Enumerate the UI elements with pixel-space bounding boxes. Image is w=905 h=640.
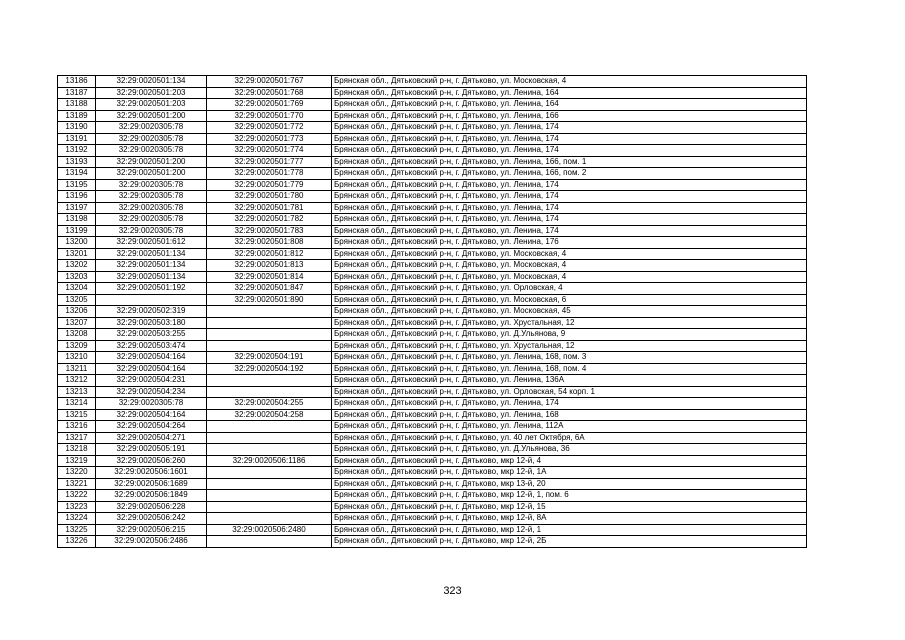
object-cadastral-number-cell bbox=[207, 306, 332, 318]
row-number-cell: 13211 bbox=[58, 363, 96, 375]
row-number-cell: 13212 bbox=[58, 375, 96, 387]
object-cadastral-number-cell bbox=[207, 490, 332, 502]
address-cell: Брянская обл., Дятьковский р-н, г. Дятьково, ул. Московская, 6 bbox=[332, 294, 807, 306]
row-number-cell: 13223 bbox=[58, 501, 96, 513]
table-row bbox=[58, 122, 807, 134]
address-cell: Брянская обл., Дятьковский р-н, г. Дятьково, ул. Ленина, 164 bbox=[332, 99, 807, 111]
row-number-cell: 13201 bbox=[58, 248, 96, 260]
table-body bbox=[58, 76, 807, 548]
object-cadastral-number-cell: 32:29:0020501:767 bbox=[207, 76, 332, 88]
row-number-cell: 13188 bbox=[58, 99, 96, 111]
property-table bbox=[57, 75, 807, 548]
address-cell: Брянская обл., Дятьковский р-н, г. Дятьково, ул. Ленина, 174 bbox=[332, 179, 807, 191]
address-cell: Брянская обл., Дятьковский р-н, г. Дятьково, ул. Ленина, 166, пом. 2 bbox=[332, 168, 807, 180]
table-row bbox=[58, 444, 807, 456]
address-cell: Брянская обл., Дятьковский р-н, г. Дятьково, ул. Ленина, 136А bbox=[332, 375, 807, 387]
object-cadastral-number-cell: 32:29:0020501:777 bbox=[207, 156, 332, 168]
table-row bbox=[58, 156, 807, 168]
table-row bbox=[58, 294, 807, 306]
row-number-cell: 13191 bbox=[58, 133, 96, 145]
object-cadastral-number-cell bbox=[207, 467, 332, 479]
object-cadastral-number-cell: 32:29:0020501:847 bbox=[207, 283, 332, 295]
row-number-cell: 13205 bbox=[58, 294, 96, 306]
table-row bbox=[58, 363, 807, 375]
cadastral-number-cell: 32:29:0020504:164 bbox=[96, 363, 207, 375]
table-row bbox=[58, 352, 807, 364]
address-cell: Брянская обл., Дятьковский р-н, г. Дятьково, ул. Ленина, 174 bbox=[332, 202, 807, 214]
cadastral-number-cell: 32:29:0020501:134 bbox=[96, 248, 207, 260]
cadastral-number-cell: 32:29:0020506:228 bbox=[96, 501, 207, 513]
address-cell: Брянская обл., Дятьковский р-н, г. Дятьково, ул. Ленина, 166, пом. 1 bbox=[332, 156, 807, 168]
cadastral-number-cell: 32:29:0020504:231 bbox=[96, 375, 207, 387]
address-cell: Брянская обл., Дятьковский р-н, г. Дятьково, ул. Ленина, 168 bbox=[332, 409, 807, 421]
table-row bbox=[58, 99, 807, 111]
row-number-cell: 13190 bbox=[58, 122, 96, 134]
table-row bbox=[58, 398, 807, 410]
cadastral-number-cell: 32:29:0020501:200 bbox=[96, 156, 207, 168]
row-number-cell: 13226 bbox=[58, 536, 96, 548]
row-number-cell: 13221 bbox=[58, 478, 96, 490]
row-number-cell: 13220 bbox=[58, 467, 96, 479]
address-cell: Брянская обл., Дятьковский р-н, г. Дятьково, ул. Ленина, 164 bbox=[332, 87, 807, 99]
row-number-cell: 13189 bbox=[58, 110, 96, 122]
row-number-cell: 13206 bbox=[58, 306, 96, 318]
cadastral-number-cell: 32:29:0020503:180 bbox=[96, 317, 207, 329]
object-cadastral-number-cell: 32:29:0020501:783 bbox=[207, 225, 332, 237]
row-number-cell: 13200 bbox=[58, 237, 96, 249]
address-cell: Брянская обл., Дятьковский р-н, г. Дятьково, ул. Ленина, 174 bbox=[332, 133, 807, 145]
cadastral-number-cell: 32:29:0020305:78 bbox=[96, 179, 207, 191]
table-row bbox=[58, 191, 807, 203]
table-row bbox=[58, 317, 807, 329]
cadastral-number-cell: 32:29:0020504:264 bbox=[96, 421, 207, 433]
address-cell: Брянская обл., Дятьковский р-н, г. Дятьково, ул. Московская, 45 bbox=[332, 306, 807, 318]
row-number-cell: 13202 bbox=[58, 260, 96, 272]
address-cell: Брянская обл., Дятьковский р-н, г. Дятьково, ул. Д.Ульянова, 36 bbox=[332, 444, 807, 456]
cadastral-number-cell: 32:29:0020505:191 bbox=[96, 444, 207, 456]
cadastral-number-cell: 32:29:0020503:255 bbox=[96, 329, 207, 341]
table-row bbox=[58, 375, 807, 387]
address-cell: Брянская обл., Дятьковский р-н, г. Дятьково, мкр 12-й, 2Б bbox=[332, 536, 807, 548]
address-cell: Брянская обл., Дятьковский р-н, г. Дятьково, ул. Ленина, 174 bbox=[332, 225, 807, 237]
cadastral-number-cell: 32:29:0020504:164 bbox=[96, 409, 207, 421]
table-row bbox=[58, 536, 807, 548]
cadastral-number-cell: 32:29:0020504:234 bbox=[96, 386, 207, 398]
cadastral-number-cell: 32:29:0020501:200 bbox=[96, 110, 207, 122]
table-row bbox=[58, 340, 807, 352]
table-row bbox=[58, 237, 807, 249]
address-cell: Брянская обл., Дятьковский р-н, г. Дятьково, ул. Ленина, 168, пом. 4 bbox=[332, 363, 807, 375]
address-cell: Брянская обл., Дятьковский р-н, г. Дятьково, мкр 12-й, 8А bbox=[332, 513, 807, 525]
page-number: 323 bbox=[443, 585, 462, 597]
table-row bbox=[58, 306, 807, 318]
address-cell: Брянская обл., Дятьковский р-н, г. Дятьково, ул. Ленина, 174 bbox=[332, 122, 807, 134]
object-cadastral-number-cell: 32:29:0020501:814 bbox=[207, 271, 332, 283]
object-cadastral-number-cell bbox=[207, 375, 332, 387]
object-cadastral-number-cell bbox=[207, 432, 332, 444]
table-row bbox=[58, 260, 807, 272]
object-cadastral-number-cell: 32:29:0020501:769 bbox=[207, 99, 332, 111]
object-cadastral-number-cell: 32:29:0020501:780 bbox=[207, 191, 332, 203]
table-row bbox=[58, 225, 807, 237]
cadastral-number-cell: 32:29:0020501:203 bbox=[96, 87, 207, 99]
cadastral-number-cell: 32:29:0020501:134 bbox=[96, 271, 207, 283]
row-number-cell: 13195 bbox=[58, 179, 96, 191]
object-cadastral-number-cell bbox=[207, 536, 332, 548]
cadastral-number-cell: 32:29:0020305:78 bbox=[96, 133, 207, 145]
row-number-cell: 13198 bbox=[58, 214, 96, 226]
table-row bbox=[58, 202, 807, 214]
object-cadastral-number-cell bbox=[207, 317, 332, 329]
row-number-cell: 13214 bbox=[58, 398, 96, 410]
cadastral-number-cell: 32:29:0020305:78 bbox=[96, 398, 207, 410]
row-number-cell: 13187 bbox=[58, 87, 96, 99]
row-number-cell: 13219 bbox=[58, 455, 96, 467]
cadastral-number-cell: 32:29:0020506:242 bbox=[96, 513, 207, 525]
table-row bbox=[58, 421, 807, 433]
object-cadastral-number-cell: 32:29:0020501:779 bbox=[207, 179, 332, 191]
row-number-cell: 13209 bbox=[58, 340, 96, 352]
object-cadastral-number-cell bbox=[207, 444, 332, 456]
cadastral-number-cell: 32:29:0020305:78 bbox=[96, 214, 207, 226]
table-row bbox=[58, 87, 807, 99]
table-row bbox=[58, 76, 807, 88]
address-cell: Брянская обл., Дятьковский р-н, г. Дятьково, ул. Московская, 4 bbox=[332, 260, 807, 272]
object-cadastral-number-cell: 32:29:0020504:191 bbox=[207, 352, 332, 364]
address-cell: Брянская обл., Дятьковский р-н, г. Дятьково, ул. Орловская, 54 корп. 1 bbox=[332, 386, 807, 398]
address-cell: Брянская обл., Дятьковский р-н, г. Дятьково, ул. Московская, 4 bbox=[332, 248, 807, 260]
address-cell: Брянская обл., Дятьковский р-н, г. Дятьково, мкр 12-й, 15 bbox=[332, 501, 807, 513]
row-number-cell: 13217 bbox=[58, 432, 96, 444]
object-cadastral-number-cell: 32:29:0020501:812 bbox=[207, 248, 332, 260]
table-row bbox=[58, 179, 807, 191]
cadastral-number-cell: 32:29:0020501:203 bbox=[96, 99, 207, 111]
object-cadastral-number-cell bbox=[207, 501, 332, 513]
row-number-cell: 13192 bbox=[58, 145, 96, 157]
object-cadastral-number-cell: 32:29:0020501:773 bbox=[207, 133, 332, 145]
row-number-cell: 13225 bbox=[58, 524, 96, 536]
object-cadastral-number-cell: 32:29:0020501:782 bbox=[207, 214, 332, 226]
cadastral-number-cell: 32:29:0020504:271 bbox=[96, 432, 207, 444]
cadastral-number-cell: 32:29:0020506:215 bbox=[96, 524, 207, 536]
object-cadastral-number-cell: 32:29:0020501:808 bbox=[207, 237, 332, 249]
row-number-cell: 13218 bbox=[58, 444, 96, 456]
cadastral-number-cell bbox=[96, 294, 207, 306]
object-cadastral-number-cell bbox=[207, 478, 332, 490]
address-cell: Брянская обл., Дятьковский р-н, г. Дятьково, мкр 12-й, 1, пом. 6 bbox=[332, 490, 807, 502]
object-cadastral-number-cell bbox=[207, 340, 332, 352]
row-number-cell: 13194 bbox=[58, 168, 96, 180]
table-row bbox=[58, 490, 807, 502]
object-cadastral-number-cell: 32:29:0020501:778 bbox=[207, 168, 332, 180]
table-row bbox=[58, 455, 807, 467]
object-cadastral-number-cell: 32:29:0020501:781 bbox=[207, 202, 332, 214]
cadastral-number-cell: 32:29:0020506:1601 bbox=[96, 467, 207, 479]
table-row bbox=[58, 409, 807, 421]
address-cell: Брянская обл., Дятьковский р-н, г. Дятьково, ул. 40 лет Октября, 6А bbox=[332, 432, 807, 444]
table-row bbox=[58, 501, 807, 513]
table-row bbox=[58, 110, 807, 122]
cadastral-number-cell: 32:29:0020305:78 bbox=[96, 145, 207, 157]
cadastral-number-cell: 32:29:0020501:612 bbox=[96, 237, 207, 249]
table-row bbox=[58, 386, 807, 398]
row-number-cell: 13222 bbox=[58, 490, 96, 502]
cadastral-number-cell: 32:29:0020504:164 bbox=[96, 352, 207, 364]
table-row bbox=[58, 168, 807, 180]
row-number-cell: 13204 bbox=[58, 283, 96, 295]
object-cadastral-number-cell bbox=[207, 386, 332, 398]
cadastral-number-cell: 32:29:0020501:200 bbox=[96, 168, 207, 180]
cadastral-number-cell: 32:29:0020506:2486 bbox=[96, 536, 207, 548]
address-cell: Брянская обл., Дятьковский р-н, г. Дятьково, ул. Хрустальная, 12 bbox=[332, 317, 807, 329]
address-cell: Брянская обл., Дятьковский р-н, г. Дятьково, ул. Ленина, 174 bbox=[332, 214, 807, 226]
address-cell: Брянская обл., Дятьковский р-н, г. Дятьково, ул. Ленина, 174 bbox=[332, 398, 807, 410]
object-cadastral-number-cell: 32:29:0020501:774 bbox=[207, 145, 332, 157]
cadastral-number-cell: 32:29:0020506:1849 bbox=[96, 490, 207, 502]
cadastral-number-cell: 32:29:0020501:192 bbox=[96, 283, 207, 295]
table-row bbox=[58, 145, 807, 157]
cadastral-number-cell: 32:29:0020501:134 bbox=[96, 76, 207, 88]
object-cadastral-number-cell: 32:29:0020504:192 bbox=[207, 363, 332, 375]
object-cadastral-number-cell: 32:29:0020504:258 bbox=[207, 409, 332, 421]
address-cell: Брянская обл., Дятьковский р-н, г. Дятьково, ул. Ленина, 176 bbox=[332, 237, 807, 249]
table-row bbox=[58, 283, 807, 295]
address-cell: Брянская обл., Дятьковский р-н, г. Дятьково, ул. Московская, 4 bbox=[332, 271, 807, 283]
row-number-cell: 13216 bbox=[58, 421, 96, 433]
object-cadastral-number-cell: 32:29:0020506:2480 bbox=[207, 524, 332, 536]
address-cell: Брянская обл., Дятьковский р-н, г. Дятьково, ул. Ленина, 168, пом. 3 bbox=[332, 352, 807, 364]
row-number-cell: 13215 bbox=[58, 409, 96, 421]
row-number-cell: 13210 bbox=[58, 352, 96, 364]
address-cell: Брянская обл., Дятьковский р-н, г. Дятьково, ул. Ленина, 166 bbox=[332, 110, 807, 122]
table-row bbox=[58, 467, 807, 479]
address-cell: Брянская обл., Дятьковский р-н, г. Дятьково, ул. Московская, 4 bbox=[332, 76, 807, 88]
table-row bbox=[58, 524, 807, 536]
row-number-cell: 13224 bbox=[58, 513, 96, 525]
address-cell: Брянская обл., Дятьковский р-н, г. Дятьково, ул. Хрустальная, 12 bbox=[332, 340, 807, 352]
object-cadastral-number-cell: 32:29:0020501:890 bbox=[207, 294, 332, 306]
address-cell: Брянская обл., Дятьковский р-н, г. Дятьково, мкр 12-й, 4 bbox=[332, 455, 807, 467]
row-number-cell: 13203 bbox=[58, 271, 96, 283]
row-number-cell: 13213 bbox=[58, 386, 96, 398]
table-row bbox=[58, 432, 807, 444]
object-cadastral-number-cell: 32:29:0020501:772 bbox=[207, 122, 332, 134]
object-cadastral-number-cell: 32:29:0020504:255 bbox=[207, 398, 332, 410]
address-cell: Брянская обл., Дятьковский р-н, г. Дятьково, ул. Ленина, 174 bbox=[332, 191, 807, 203]
cadastral-number-cell: 32:29:0020305:78 bbox=[96, 202, 207, 214]
cadastral-number-cell: 32:29:0020305:78 bbox=[96, 225, 207, 237]
address-cell: Брянская обл., Дятьковский р-н, г. Дятьково, ул. Д.Ульянова, 9 bbox=[332, 329, 807, 341]
address-cell: Брянская обл., Дятьковский р-н, г. Дятьково, мкр 12-й, 1А bbox=[332, 467, 807, 479]
cadastral-number-cell: 32:29:0020506:260 bbox=[96, 455, 207, 467]
address-cell: Брянская обл., Дятьковский р-н, г. Дятьково, мкр 13-й, 20 bbox=[332, 478, 807, 490]
table-row bbox=[58, 271, 807, 283]
object-cadastral-number-cell: 32:29:0020501:770 bbox=[207, 110, 332, 122]
row-number-cell: 13199 bbox=[58, 225, 96, 237]
table-row bbox=[58, 214, 807, 226]
row-number-cell: 13208 bbox=[58, 329, 96, 341]
table-row bbox=[58, 133, 807, 145]
row-number-cell: 13186 bbox=[58, 76, 96, 88]
row-number-cell: 13197 bbox=[58, 202, 96, 214]
cadastral-number-cell: 32:29:0020502:319 bbox=[96, 306, 207, 318]
row-number-cell: 13207 bbox=[58, 317, 96, 329]
object-cadastral-number-cell bbox=[207, 513, 332, 525]
object-cadastral-number-cell bbox=[207, 329, 332, 341]
row-number-cell: 13193 bbox=[58, 156, 96, 168]
object-cadastral-number-cell: 32:29:0020506:1186 bbox=[207, 455, 332, 467]
object-cadastral-number-cell: 32:29:0020501:813 bbox=[207, 260, 332, 272]
address-cell: Брянская обл., Дятьковский р-н, г. Дятьково, ул. Орловская, 4 bbox=[332, 283, 807, 295]
cadastral-number-cell: 32:29:0020305:78 bbox=[96, 191, 207, 203]
cadastral-number-cell: 32:29:0020503:474 bbox=[96, 340, 207, 352]
row-number-cell: 13196 bbox=[58, 191, 96, 203]
address-cell: Брянская обл., Дятьковский р-н, г. Дятьково, мкр 12-й, 1 bbox=[332, 524, 807, 536]
address-cell: Брянская обл., Дятьковский р-н, г. Дятьково, ул. Ленина, 112А bbox=[332, 421, 807, 433]
table-row bbox=[58, 248, 807, 260]
cadastral-number-cell: 32:29:0020506:1689 bbox=[96, 478, 207, 490]
object-cadastral-number-cell bbox=[207, 421, 332, 433]
table-row bbox=[58, 329, 807, 341]
cadastral-number-cell: 32:29:0020305:78 bbox=[96, 122, 207, 134]
cadastral-number-cell: 32:29:0020501:134 bbox=[96, 260, 207, 272]
table-row bbox=[58, 478, 807, 490]
address-cell: Брянская обл., Дятьковский р-н, г. Дятьково, ул. Ленина, 174 bbox=[332, 145, 807, 157]
table-row bbox=[58, 513, 807, 525]
object-cadastral-number-cell: 32:29:0020501:768 bbox=[207, 87, 332, 99]
